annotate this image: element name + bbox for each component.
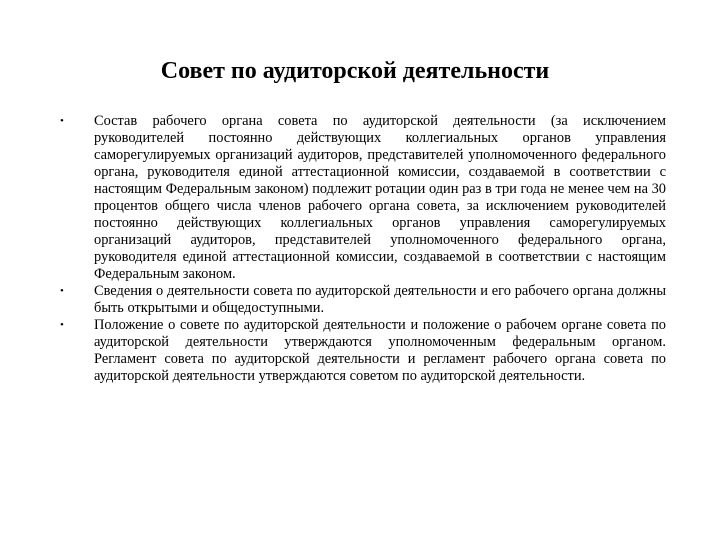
bullet-item-3 xyxy=(57,317,666,385)
bullet-text-1: Состав рабочего органа совета по аудиторской деятельности (за исключением руководителей постоянно действующих коллегиальных органов управления саморегулируемых организаций аудиторов, представителей уполномоченного федерального органа, руководителя единой аттестационной комиссии, создаваемой в соответствии с настоящим Федеральным законом) подлежит ротации один раз в три года не менее чем на 30 процентов общего числа членов рабочего органа совета, за исключением руководителей постоянно действующих коллегиальных органов управления саморегулируемых организаций аудиторов, представителей уполномоченного федерального органа, руководителя единой аттестационной комиссии, создаваемой в соответствии с настоящим Федеральным законом. xyxy=(94,113,666,282)
bullet-text-2: Сведения о деятельности совета по аудиторской деятельности и его рабочего органа должны быть открытыми и общедоступными. xyxy=(94,283,666,316)
slide-title: Совет по аудиторской деятельности xyxy=(160,58,550,84)
bullet-item-1 xyxy=(57,113,666,283)
bullet-dot-icon: • xyxy=(60,319,64,331)
bullet-text-3: Положение о совете по аудиторской деятельности и положение о рабочем органе совета по аудиторской деятельности утверждаются уполномоченным федеральным органом. Регламент совета по аудиторской деятельности и регламент рабочего органа совета по аудиторской деятельности утверждаются советом по аудиторской деятельности. xyxy=(94,317,666,384)
bullet-dot-icon: • xyxy=(60,285,64,297)
bullet-item-2 xyxy=(57,283,666,317)
bullet-list xyxy=(57,113,666,385)
bullet-dot-icon: • xyxy=(60,115,64,127)
